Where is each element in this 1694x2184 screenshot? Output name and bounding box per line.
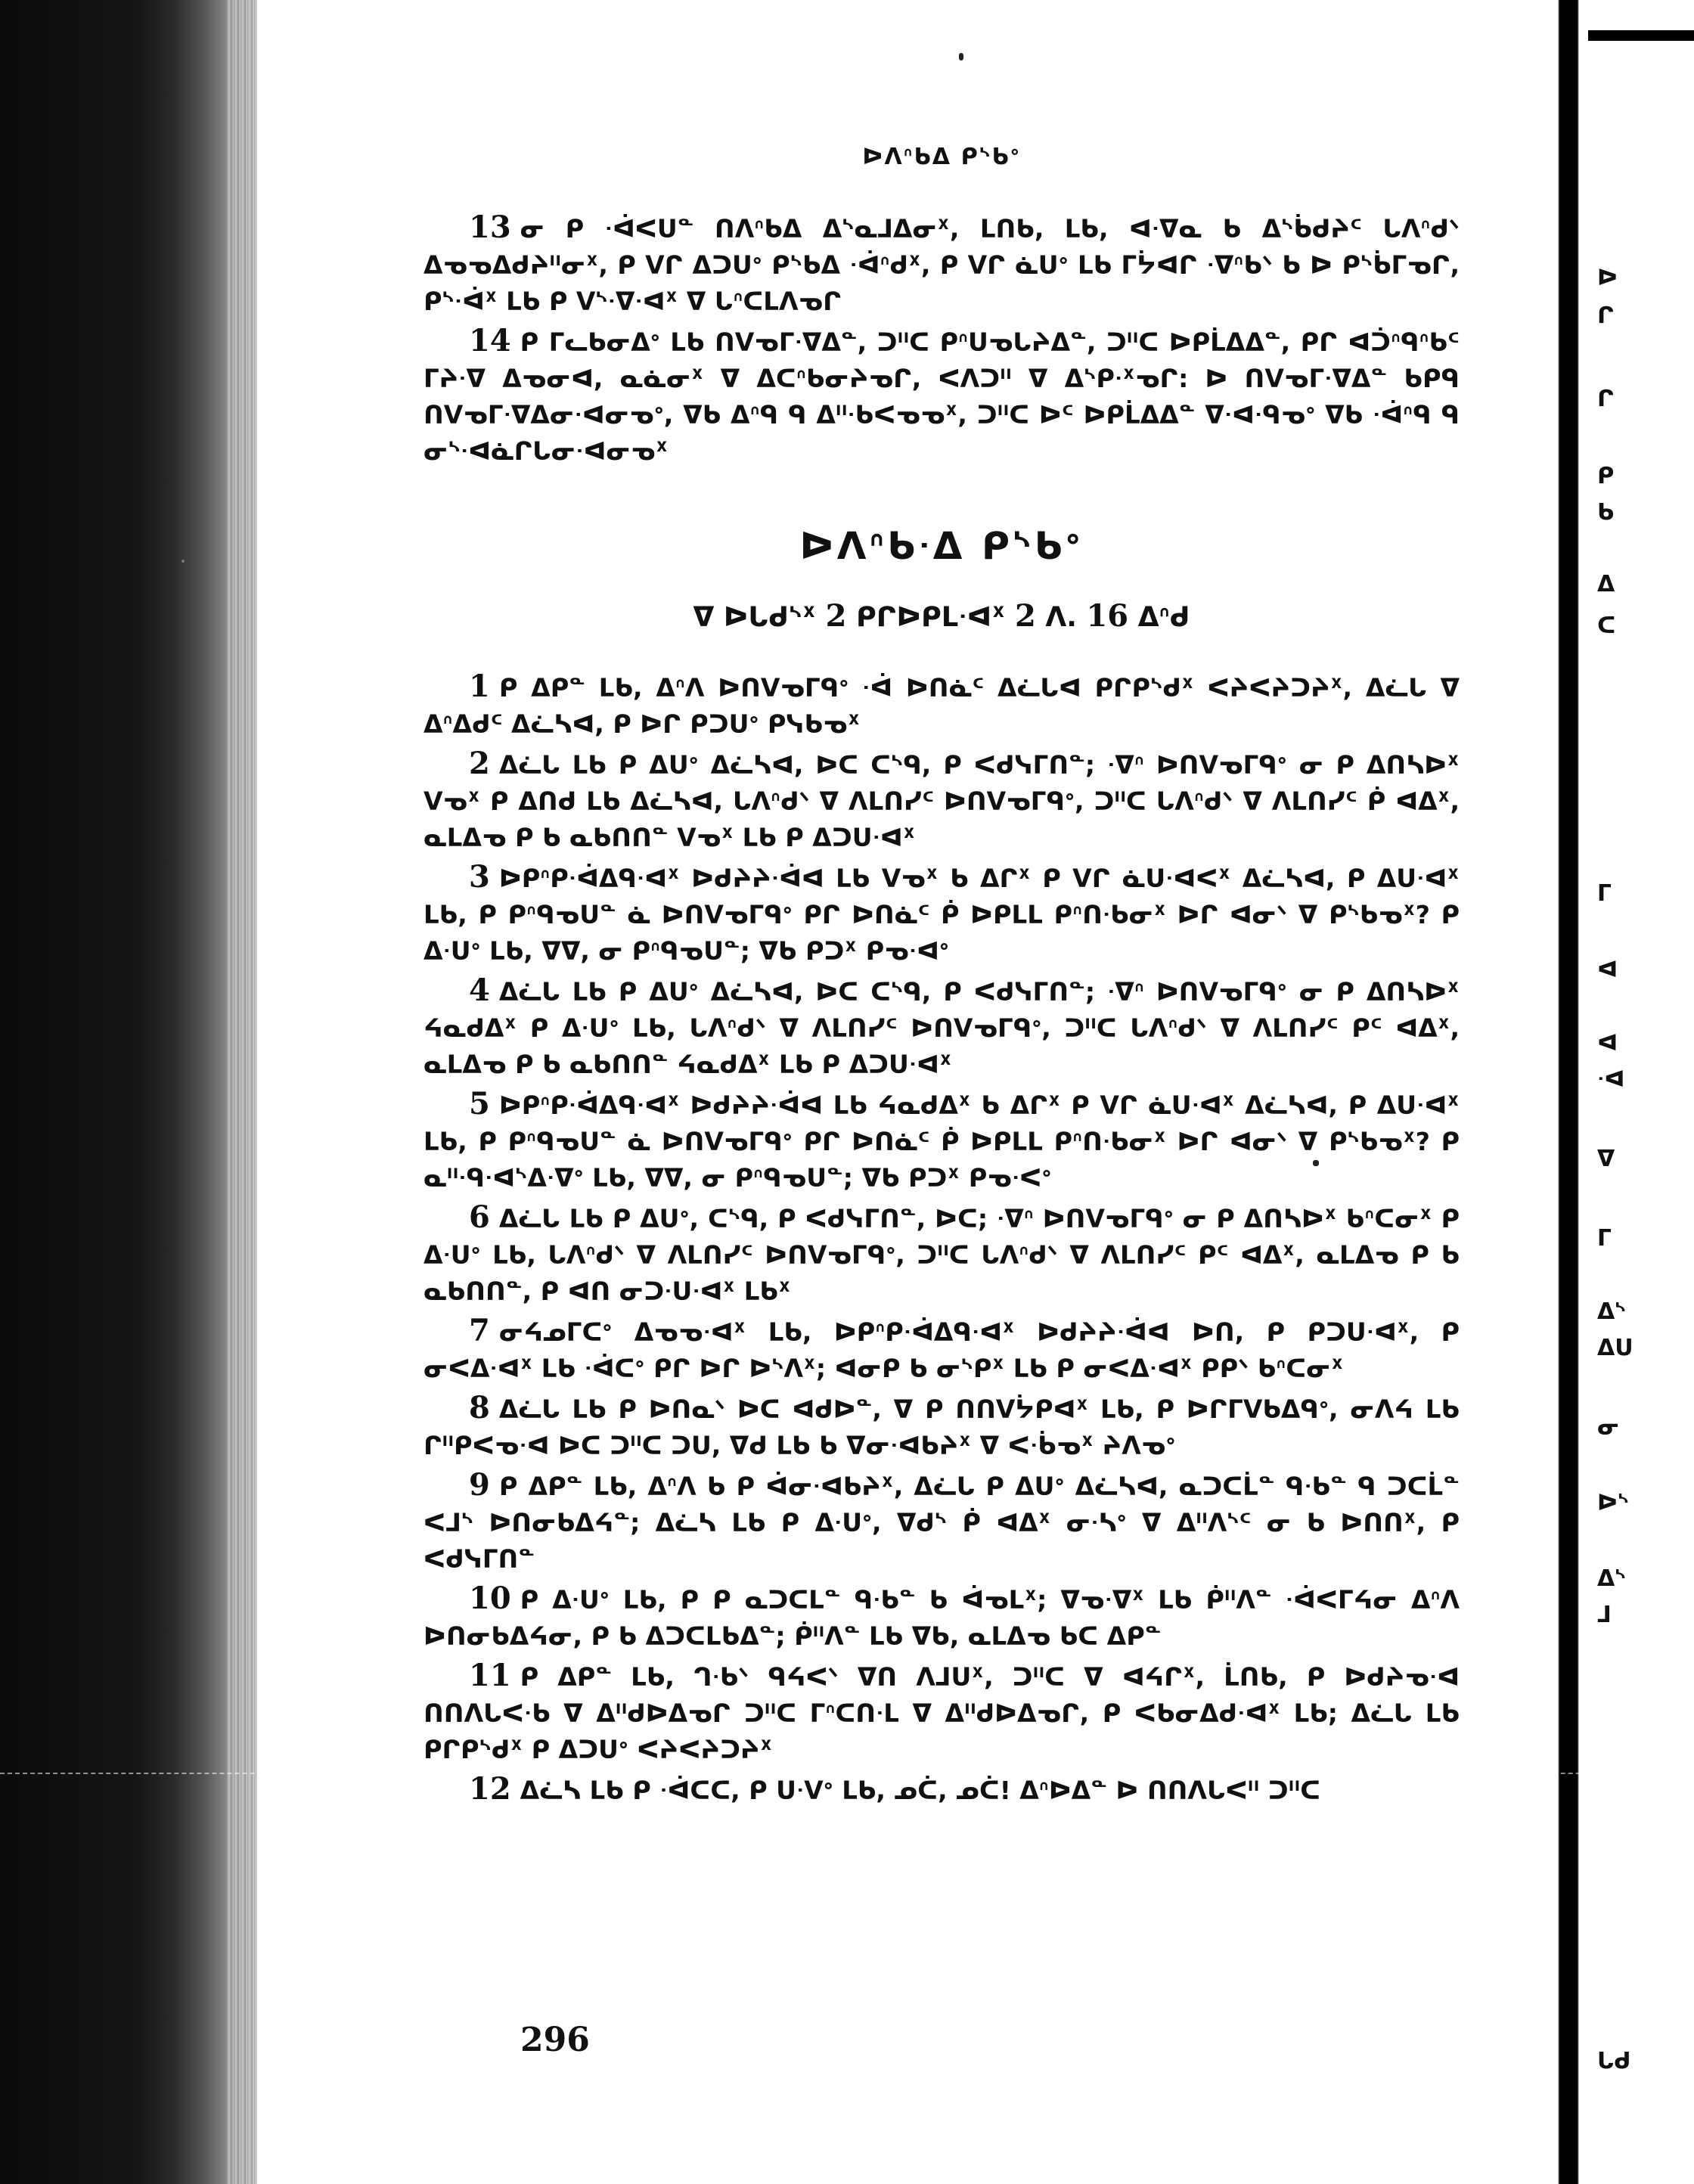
verse-text: ᑭ ᐃᑭᓐ ᒪᑲ, ᒉᐧᑲᐠ ᑫᔦᐸᐠ ᐁᑎ ᐱᒧᑌᕽ, ᑐᐦᑕ ᐁ ᐊᔦᒋᕽ, ᒫᑎᑲ, ᑭ ᐅᑯᔨᓀᐧᐊ ᑎᑎᐱᒐᐸᐧᑲ ᐁ ᐃᐦᑯᐅᐃᓀᒋ ᑐᐦᑕ ᒥᐢᑕᑎᐧᒪ ᐁ ᐃᐦᑯᐅᐃᓀᒋ, ᑭ ᐸᑲᓂᐃᑯᐧᐊᕽ ᒪᑲ; ᐃᓛᒐ ᒪᑲ ᑭᒋᑭᔅᑯᕽ ᑭ ᐃᑐᑌᐤ ᐸᔨᐸᔨᑐᔨᕽ [424,1662,1460,1764]
facing-page-fragment: ᐁ [1597,1146,1615,1172]
page-edges [227,0,257,2184]
facing-page-fragment: ᒧ [1597,1602,1612,1628]
verse-number: 7 [469,1313,490,1348]
verse [424,1658,1460,1768]
scan-speck [959,53,963,60]
verse-number: 9 [469,1467,490,1503]
verse [424,1199,1460,1310]
verse-text: ᑭ ᐃᑭᓐ ᒪᑲ, ᐃᐢᐱ ᑲ ᑭ ᐋᓂᐧᐊᑲᔨᕽ, ᐃᓛᒐ ᑭ ᐃᑌᐤ ᐃᓛᓴᐊ, ᓇᑐᑕᒫᓐ ᑫᐧᑲᓐ ᑫ ᑐᑕᒫᓐ ᐸᒧᔅ ᐅᑎᓂᑲᐃᔦᓐ; ᐃᓛᓴ ᒪᑲ ᑭ ᐃᐧᑌᐤ, ᐁᑯᔅ ᑮ ᐊᐃᕽ ᓂᐧᓴᐤ ᐁ ᐃᐦᐱᔅᑦ ᓂ ᑲ ᐅᑎᑎᕽ, ᑭ ᐸᑯᓭᒥᑎᓐ [424,1472,1460,1574]
verse [424,859,1460,969]
right-gutter [1543,0,1588,2184]
verse-text: ᓂᔦᓄᒥᑕᐤ ᐃᓀᓀᐧᐊᕽ ᒪᑲ, ᐅᑭᐢᑭᐧᐋᐃᑫᐧᐊᕽ ᐅᑯᔨᔨᐧᐋᐊ ᐅᑎ, ᑭ ᑭᑐᑌᐧᐊᕽ, ᑭ ᓂᐸᐃᐧᐊᕽ ᒪᑲ ᐧᐋᑕᐤ ᑭᒋ ᐅᒋ ᐅᔅᐱᕽ; ᐊᓂᑭ ᑲ ᓂᔅᑭᕽ ᒪᑲ ᑭ ᓂᐸᐃᐧᐊᕽ ᑭᑭᐠ ᑲᐢᑕᓂᕽ [424,1317,1460,1383]
chapter-ref-abbr: ᐱ. [1045,602,1077,633]
facing-page-fragment: ᐃᔅ [1597,1565,1626,1592]
facing-page-fragment: ᐊ [1597,957,1618,983]
verse-text: ᑭ ᐃᑭᓐ ᒪᑲ, ᐃᐢᐱ ᐅᑎᐯᓀᒥᑫᐤ ᐧᐋ ᐅᑎᓈᑦ ᐃᓛᒐᐊ ᑭᒋᑭᔅᑯᕽ ᐸᔨᐸᔨᑐᔨᕽ, ᐃᓛᒐ ᐁ ᐃᐢᐃᑯᑦ ᐃᓛᓴᐊ, ᑭ ᐅᒋ ᑭᑐᑌᐤ ᑭᓭᑲᓀᕽ [424,673,1460,739]
facing-page-fragment: ᑕ [1597,613,1616,639]
verse-number: 2 [469,746,490,781]
verse-text: ᐅᑭᐢᑭᐧᐋᐃᑫᐧᐊᕽ ᐅᑯᔨᔨᐧᐋᐊ ᒪᑲ ᔦᓇᑯᐃᕽ ᑲ ᐃᒋᕽ ᑭ ᐯᒋ ᓈᑌᐧᐊᕽ ᐃᓛᓴᐊ, ᑭ ᐃᑌᐧᐊᕽ ᒪᑲ, ᑭ ᑭᐢᑫᓀᑌᓐ ᓈ ᐅᑎᐯᓀᒥᑫᐤ ᑭᒋ ᐅᑎᓈᑦ ᑮ ᐅᑭᒪᒪ ᑭᐢᑎᐧᑲᓂᕽ ᐅᒋ ᐊᓂᐠ ᐁ ᑭᔅᑲᓀᕽ? ᑭ ᓇᐦᐧᑫᐧᐊᔅᐃᐧᐁᐤ ᒪᑲ, ᐁᐁ, ᓂ ᑭᐢᑫᓀᑌᓐ; ᐁᑲ ᑭᑐᕽ ᑭᓀᐧᐸᐤ [424,1090,1460,1193]
verse-number: 14 [469,323,511,358]
facing-page-fragment: ᒋ [1597,386,1615,412]
facing-page-fragment: ᒥ [1597,1225,1612,1252]
verse-text: ᓂ ᑭ ᐧᐋᐸᑌᓐ ᑎᐱᐢᑲᐃ ᐃᔅᓇᒧᐃᓂᕽ, ᒪᑎᑲ, ᒪᑲ, ᐊᐧᐁᓇ ᑲ ᐃᔅᑳᑯᔨᑦ ᒐᐱᐢᑯᐠ ᐃᓀᓀᐃᑯᔨᐦᓂᕽ, ᑭ ᐯᒋ ᐃᑐᑌᐤ ᑭᔅᑲᐃ ᐧᐋᐢᑯᕽ, ᑭ ᐯᒋ ᓈᑌᐤ ᒪᑲ ᒥᔮᐊᒋ ᐧᐁᐢᑲᐠ ᑲ ᐅ ᑭᔅᑳᒥᓀᒋ, ᑭᔅᐧᐋᕽ ᒪᑲ ᑭ ᐯᔅᐧᐁᐧᐊᕽ ᐁ ᒐᐢᑕᒪᐱᓀᒋ [424,214,1460,316]
verse [424,1581,1460,1655]
scan-speck [182,560,185,563]
facing-page-fragment: ᐧᐊ [1597,1066,1625,1093]
verse [424,1467,1460,1578]
verse-number: 5 [469,1086,490,1121]
verse-number: 13 [469,209,511,245]
section-title: ᐅᐱᐢᑲᐧᐃ ᑭᔅᑲᐤ [799,524,1084,568]
verse-number: 11 [469,1658,511,1693]
verse-number: 10 [469,1581,511,1616]
verse-number: 6 [469,1199,490,1235]
facing-page-edge [1588,30,1694,2184]
verse [424,669,1460,743]
page-number: 296 [520,2021,590,2059]
verse [424,1390,1460,1464]
chapter-ref-book: ᑭᒋᐅᑭᒪᐧᐊᕽ [855,602,1006,633]
verse [424,973,1460,1083]
verse-text: ᐃᓛᒐ ᒪᑲ ᑭ ᐅᑎᓇᐠ ᐅᑕ ᐊᑯᐅᓐ, ᐁ ᑭ ᑎᑎᐯᔮᑭᐊᕽ ᒪᑲ, ᑭ ᐅᒋᒥᐯᑲᐃᑫᐤ, ᓂᐱᔦ ᒪᑲ ᒋᐦᑭᐸᓀᐧᐊ ᐅᑕ ᑐᐦᑕ ᑐᑌ, ᐁᑯ ᒪᑲ ᑲ ᐁᓂᐧᐊᑲᔨᕽ ᐁ ᐸᐧᑳᓀᕽ ᔨᐱᓀᐤ [424,1394,1460,1460]
verse-text: ᑭ ᐃᐧᑌᐤ ᒪᑲ, ᑭ ᑭ ᓇᑐᑕᒪᓐ ᑫᐧᑲᓐ ᑲ ᐋᓀᒪᕽ; ᐁᓀᐧᐁᕽ ᒪᑲ ᑮᐦᐱᓐ ᐧᐋᐸᒥᔦᓂ ᐃᐢᐱ ᐅᑎᓂᑲᐃᔦᓂ, ᑭ ᑲ ᐃᑐᑕᒪᑲᐃᓐ; ᑮᐦᐱᓐ ᒪᑲ ᐁᑲ, ᓇᒪᐃᓀ ᑲᑕ ᐃᑭᓐ [424,1585,1460,1651]
verse-text: ᐃᓛᒐ ᒪᑲ ᑭ ᐃᑌᐤ ᐃᓛᓴᐊ, ᐅᑕ ᑕᔅᑫ, ᑭ ᐸᑯᓭᒥᑎᓐ; ᐧᐁᐢ ᐅᑎᐯᓀᒥᑫᐤ ᓂ ᑭ ᐃᑎᓴᐅᕽ ᔦᓇᑯᐃᕽ ᑭ ᐃᐧᑌᐤ ᒪᑲ, ᒐᐱᐢᑯᐠ ᐁ ᐱᒪᑎᓯᑦ ᐅᑎᐯᓀᒥᑫᐤ, ᑐᐦᑕ ᒐᐱᐢᑯᐠ ᐁ ᐱᒪᑎᓯᑦ ᑭᑦ ᐊᐃᕽ, ᓇᒪᐃᓀ ᑭ ᑲ ᓇᑲᑎᑎᓐ ᔦᓇᑯᐃᕽ ᒪᑲ ᑭ ᐃᑐᑌᐧᐊᕽ [424,977,1460,1079]
verse-text: ᐅᑭᐢᑭᐧᐋᐃᑫᐧᐊᕽ ᐅᑯᔨᔨᐧᐋᐊ ᒪᑲ ᐯᓀᕽ ᑲ ᐃᒋᕽ ᑭ ᐯᒋ ᓈᑌᐧᐊᐸᕽ ᐃᓛᓴᐊ, ᑭ ᐃᑌᐧᐊᕽ ᒪᑲ, ᑭ ᑭᐢᑫᓀᑌᓐ ᓈ ᐅᑎᐯᓀᒥᑫᐤ ᑭᒋ ᐅᑎᓈᑦ ᑮ ᐅᑭᒪᒪ ᑭᐢᑎᐧᑲᓂᕽ ᐅᒋ ᐊᓂᐠ ᐁ ᑭᔅᑲᓀᕽ? ᑭ ᐃᐧᑌᐤ ᒪᑲ, ᐁᐁ, ᓂ ᑭᐢᑫᓀᑌᓐ; ᐁᑲ ᑭᑐᕽ ᑭᓀᐧᐊᐤ [424,864,1460,966]
verse-text: ᐃᓛᒐ ᒪᑲ ᑭ ᐃᑌᐤ ᐃᓛᓴᐊ, ᐅᑕ ᑕᔅᑫ, ᑭ ᐸᑯᓭᒥᑎᓐ; ᐧᐁᐢ ᐅᑎᐯᓀᒥᑫᐤ ᓂ ᑭ ᐃᑎᓴᐅᕽ ᐯᓀᕽ ᑭ ᐃᑎᑯ ᒪᑲ ᐃᓛᓴᐊ, ᒐᐱᐢᑯᐠ ᐁ ᐱᒪᑎᓯᑦ ᐅᑎᐯᓀᒥᑫᐤ, ᑐᐦᑕ ᒐᐱᐢᑯᐠ ᐁ ᐱᒪᑎᓯᑦ ᑮ ᐊᐃᕽ, ᓇᒪᐃᓀ ᑭ ᑲ ᓇᑲᑎᑎᓐ ᐯᓀᕽ ᒪᑲ ᑭ ᐃᑐᑌᐧᐊᕽ [424,750,1460,852]
chapter-ref-prefix: ᐁ ᐅᒐᑯᔅᕽ [693,602,817,633]
verse [424,1086,1460,1196]
facing-page-fragment: ᒐᑯ [1597,2048,1631,2074]
facing-page-fragment: ᐅ [1597,265,1618,291]
chapter-ref-suffix: ᐃᐢᑯ [1137,602,1190,633]
verse-text: ᐃᓛᓴ ᒪᑲ ᑭ ᐧᐋᑕᑕ, ᑭ ᑌᐧᐯᐤ ᒪᑲ, ᓄᑖ, ᓄᑖ! ᐃᐢᐅᐃᓐ ᐅ ᑎᑎᐱᒐᐸᐦ ᑐᐦᑕ [520,1776,1321,1805]
running-head: ᐅᐱᐢᑲᐃ ᑭᔅᑲᐤ [862,144,1021,170]
book-spine [0,0,257,2184]
facing-page-fragment: ᐃᔅ [1597,1298,1626,1325]
verse [424,1313,1460,1387]
verse [424,209,1460,320]
page-body [424,144,1460,1812]
verse-text: ᐃᓛᒐ ᒪᑲ ᑭ ᐃᑌᐤ, ᑕᔅᑫ, ᑭ ᐸᑯᓭᒥᑎᓐ, ᐅᑕ; ᐧᐁᐢ ᐅᑎᐯᓀᒥᑫᐤ ᓂ ᑭ ᐃᑎᓴᐅᕽ ᑲᐢᑕᓂᕽ ᑭ ᐃᐧᑌᐤ ᒪᑲ, ᒐᐱᐢᑯᐠ ᐁ ᐱᒪᑎᓯᑦ ᐅᑎᐯᓀᒥᑫᐤ, ᑐᐦᑕ ᒐᐱᐢᑯᐠ ᐁ ᐱᒪᑎᓯᑦ ᑭᑦ ᐊᐃᕽ, ᓇᒪᐃᓀ ᑭ ᑲ ᓇᑲᑎᑎᓐ, ᑭ ᐊᑎ ᓂᑐᐧᑌᐧᐊᕽ ᒪᑲᕽ [424,1204,1460,1306]
verse-number: 4 [469,973,490,1008]
verse-text: ᑭ ᒥᓚᑲᓂᐃᐤ ᒪᑲ ᑎᐯᓀᒥᐧᐁᐃᓐ, ᑐᐦᑕ ᑭᐢᑌᓀᒐᔨᐃᓐ, ᑐᐦᑕ ᐅᑭᒫᐃᐃᓐ, ᑭᒋ ᐊᑑᐢᑫᐢᑲᑦ ᒥᔨᐧᐁ ᐃᓀᓂᐊ, ᓇᓈᓂᕽ ᐁ ᐃᑕᐢᑲᓂᔨᓀᒋ, ᐸᐱᑐᐦ ᐁ ᐃᔅᑭᐧᕽᓀᒋ: ᐅ ᑎᐯᓀᒥᐧᐁᐃᓐ ᑲᑭᑫ ᑎᐯᓀᒥᐧᐁᐃᓂᐧᐊᓂᓀᐤ, ᐁᑲ ᐃᐢᑫ ᑫ ᐃᐦᐧᑲᐸᓀᓀᕽ, ᑐᐦᑕ ᐅᑦ ᐅᑭᒫᐃᐃᓐ ᐁᐧᐊᐧᑫᓀᐤ ᐁᑲ ᐧᐋᐢᑫ ᑫ ᓂᔅᐧᐊᓈᒋᒐᓂᐧᐊᓂᓀᕽ [424,327,1460,466]
facing-page-fragment: ᓂ [1597,1414,1620,1441]
chapter-ref-number: 2 [825,598,847,634]
chapter-reference [424,598,1460,634]
verse [424,1771,1460,1809]
facing-page-fragment: ᐊ [1597,1030,1618,1056]
verse-number: 1 [469,669,490,704]
verse-number: 8 [469,1390,490,1425]
chapter-ref-verse: 16 [1086,598,1129,634]
facing-page-fragment: ᐃ [1597,571,1615,597]
facing-page-fragment: ᒋ [1597,302,1615,329]
verse [424,746,1460,856]
verse-number: 12 [469,1771,511,1807]
chapter-ref-chapter: 2 [1014,598,1036,634]
facing-page-fragment: ᒥ [1597,880,1612,907]
facing-page-fragment: ᑭ [1597,463,1615,489]
verse [424,323,1460,470]
facing-page-fragment: ᑲ [1597,499,1615,526]
verse-number: 3 [469,859,490,895]
facing-page-fragment: ᐃᑌ [1597,1335,1634,1361]
facing-page-fragment: ᐅᔅ [1597,1490,1629,1516]
